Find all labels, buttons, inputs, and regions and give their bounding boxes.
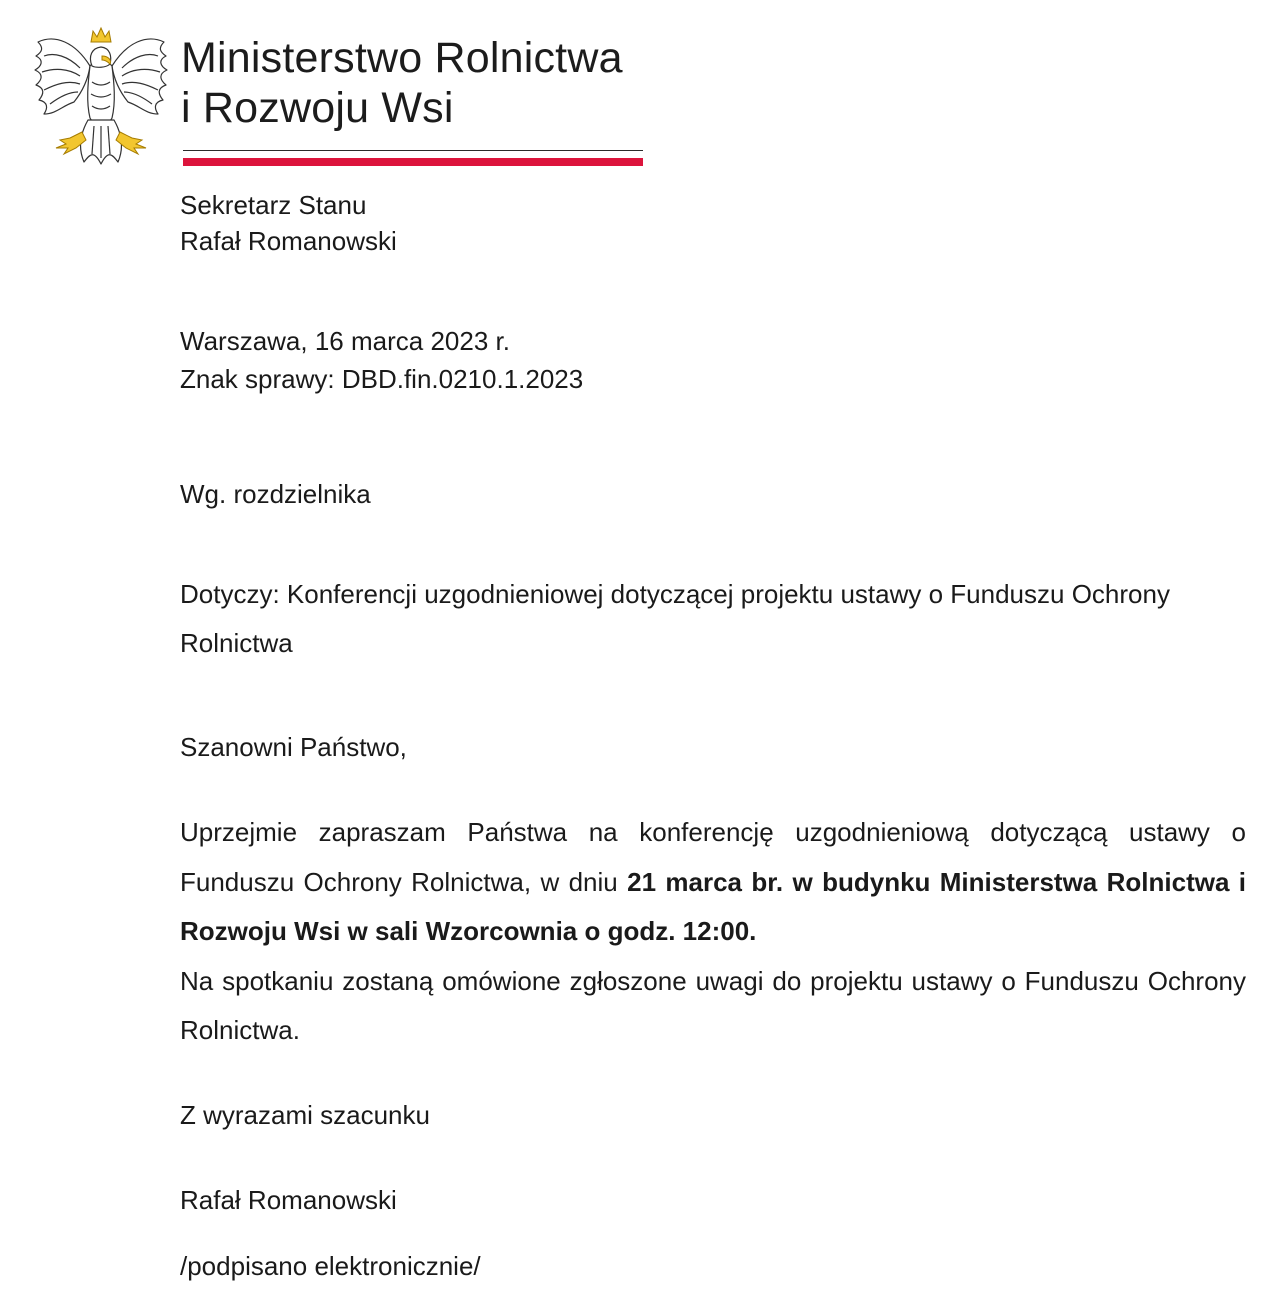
signature-name: Rafał Romanowski	[180, 1185, 397, 1215]
body-highlight: 21 marca br. w budynku Ministerstwa Rolnictwa i Rozwoju Wsi w sali Wzorcownia o godz. 12:00	[180, 866, 1246, 946]
closing-regards: Z wyrazami szacunku	[180, 1100, 430, 1130]
subject-line: Dotyczy: Konferencji uzgodnieniowej dotyczącej projektu ustawy o Funduszu Ochrony Rolnictwa	[180, 579, 1170, 658]
body-intro-end: .	[749, 916, 757, 946]
place-date: Warszawa, 16 marca 2023 r.	[180, 326, 510, 356]
letter-body	[180, 808, 1246, 1056]
sender-name: Rafał Romanowski	[180, 226, 397, 256]
body-paragraph-agenda: Na spotkaniu zostaną omówione zgłoszone uwagi do projektu ustawy o Funduszu Ochrony Rolnictwa.	[180, 965, 1246, 1045]
sender-position: Sekretarz Stanu	[180, 190, 367, 220]
header-red-rule	[183, 158, 643, 166]
body-intro: Uprzejmie zapraszam Państwa na konferencję uzgodnieniową dotyczącą ustawy o Funduszu Ochrony Rolnictwa, w dniu	[180, 817, 1246, 897]
eagle-emblem-icon	[30, 22, 172, 170]
case-number: Znak sprawy: DBD.fin.0210.1.2023	[180, 364, 584, 394]
header-thin-rule	[183, 150, 643, 151]
salutation: Szanowni Państwo,	[180, 732, 407, 762]
signed-electronically-note: /podpisano elektronicznie/	[180, 1251, 481, 1281]
body-paragraph-invitation	[180, 808, 1246, 957]
ministry-name	[181, 33, 623, 133]
ministry-name-line2: i Rozwoju Wsi	[181, 84, 454, 132]
ministry-name-line1: Ministerstwo Rolnictwa	[181, 34, 623, 82]
recipient: Wg. rozdzielnika	[180, 479, 371, 509]
